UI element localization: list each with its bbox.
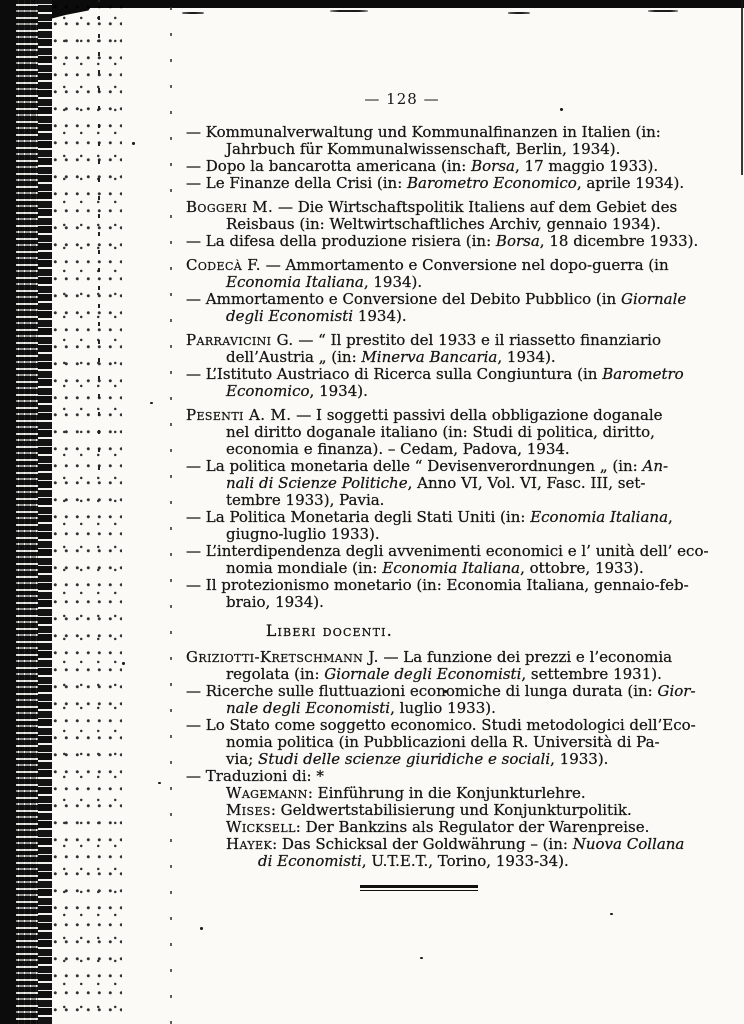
text-segment: , ottobre, 1933). bbox=[520, 559, 644, 577]
page-number: — 128 — bbox=[364, 90, 440, 108]
text-segment: , 1934). bbox=[309, 382, 368, 400]
bib-line bbox=[226, 216, 678, 233]
bib-line bbox=[226, 802, 678, 819]
bib-line bbox=[186, 649, 678, 666]
section-heading: Liberi docenti. bbox=[266, 622, 393, 640]
text-segment: — L’Istituto Austriaco di Ricerca sulla Congiuntura (in bbox=[186, 365, 603, 383]
bib-entry bbox=[186, 290, 687, 325]
text-segment: nel diritto doganale italiano (in: Studi di politica, diritto, bbox=[226, 423, 655, 441]
text-segment: : Das Schicksal der Goldwährung – (in: bbox=[272, 835, 573, 853]
text-segment: — Ricerche sulle fluttuazioni economiche di lunga durata (in: bbox=[186, 682, 658, 700]
text-segment: , 18 dicembre 1933). bbox=[539, 232, 699, 250]
noise-speck bbox=[200, 927, 203, 930]
text-segment: nomia politica (in Pubblicazioni della R. Università di Pa- bbox=[226, 733, 660, 751]
bib-line bbox=[226, 785, 678, 802]
noise-speck bbox=[122, 662, 125, 665]
text-segment: dell’Austria „ (in: bbox=[226, 348, 362, 366]
bib-line bbox=[186, 257, 678, 274]
text-segment: Economico bbox=[226, 382, 310, 400]
bib-entry bbox=[186, 576, 689, 611]
text-segment: nale degli Economisti bbox=[226, 699, 391, 717]
bib-line bbox=[258, 853, 678, 870]
bib-line bbox=[186, 158, 678, 175]
text-segment: economia e finanza). – Cedam, Padova, 1934. bbox=[226, 440, 570, 458]
text-segment: , settembre 1931). bbox=[521, 665, 662, 683]
bib-line bbox=[226, 734, 678, 751]
text-segment: — La difesa della produzione risiera (in: bbox=[186, 232, 496, 250]
text-segment: — Lo Stato come soggetto economico. Studi metodologici dell’Eco- bbox=[186, 716, 696, 734]
author-name: Griziotti-Kretschmann J. bbox=[186, 648, 379, 666]
text-segment: — Ammortamento e Conversione nel dopo-guerra (in bbox=[260, 256, 669, 274]
text-segment: Barometro bbox=[602, 365, 684, 383]
bib-entry bbox=[186, 785, 678, 802]
bib-line bbox=[186, 509, 678, 526]
binding-noise-speckle bbox=[52, 0, 122, 1024]
noise-speck bbox=[420, 957, 423, 959]
author-name: Parravicini G. bbox=[186, 331, 294, 349]
author-name: Codecà F. bbox=[186, 256, 261, 274]
bib-line bbox=[186, 407, 678, 424]
bib-entry bbox=[186, 458, 678, 509]
noise-speck bbox=[610, 913, 613, 915]
text-segment: , 1934). bbox=[363, 273, 423, 291]
text-segment: — La Politica Monetaria degli Stati Uniti (in: bbox=[186, 508, 531, 526]
bib-line bbox=[226, 700, 678, 717]
text-segment: via; bbox=[226, 750, 259, 768]
bib-line bbox=[226, 308, 678, 325]
bib-line bbox=[186, 576, 689, 594]
bib-line bbox=[226, 274, 678, 291]
text-segment: 1934). bbox=[353, 307, 407, 325]
noise-speck bbox=[158, 782, 161, 784]
noise-speck bbox=[648, 10, 678, 12]
text-segment: Reisbaus (in: Weltwirtschaftliches Archiv, gennaio 1934). bbox=[226, 215, 661, 233]
bib-entry bbox=[186, 332, 678, 366]
bib-line bbox=[226, 560, 678, 577]
bib-entry bbox=[186, 542, 709, 577]
bib-line bbox=[186, 290, 687, 308]
author-name: Wagemann bbox=[226, 784, 308, 802]
bib-line bbox=[186, 174, 685, 192]
bib-line bbox=[186, 365, 684, 383]
noise-speck bbox=[330, 10, 368, 12]
text-segment: — Ammortamento e Conversione del Debito Pubblico (in bbox=[186, 290, 621, 308]
author-name: Hayek bbox=[226, 835, 273, 853]
scan-dotted-line bbox=[98, 0, 100, 470]
text-segment: , 1933). bbox=[550, 750, 609, 768]
text-segment: Economia Italiana bbox=[530, 508, 669, 526]
scan-dotted-line bbox=[170, 0, 172, 1024]
bib-line bbox=[186, 768, 678, 785]
bib-line bbox=[186, 716, 696, 734]
text-segment: Borsa bbox=[495, 232, 540, 250]
text-segment: Borsa bbox=[471, 157, 515, 175]
text-segment: Nuova Collana bbox=[572, 835, 685, 853]
bib-group bbox=[186, 331, 684, 400]
scan-right-edge-line bbox=[741, 0, 743, 175]
bib-group bbox=[186, 406, 709, 611]
text-column bbox=[186, 90, 709, 891]
bib-line bbox=[186, 682, 696, 700]
binding-shadow-bar bbox=[38, 0, 52, 1024]
text-segment: Minerva Bancaria bbox=[361, 348, 498, 366]
text-segment: — “ Il prestito del 1933 e il riassetto finanziario bbox=[293, 331, 662, 349]
bib-entry bbox=[186, 257, 678, 291]
bib-line bbox=[186, 199, 678, 216]
text-segment: — Il protezionismo monetario (in: Economia Italiana, gennaio-feb- bbox=[186, 576, 689, 594]
text-segment: Studi delle scienze giuridiche e sociali bbox=[258, 750, 551, 768]
bib-entry bbox=[186, 407, 678, 458]
author-name: Pesenti A. M. bbox=[186, 406, 292, 424]
bib-line bbox=[226, 666, 678, 683]
text-segment: , Anno VI, Vol. VI, Fasc. III, set- bbox=[407, 474, 646, 492]
text-segment: — L’interdipendenza degli avvenimenti economici e l’ unità dell’ eco- bbox=[186, 542, 709, 560]
text-segment: nomia mondiale (in: bbox=[226, 559, 383, 577]
text-segment: Giornale degli Economisti bbox=[324, 665, 522, 683]
text-segment: Gior- bbox=[657, 682, 696, 700]
text-segment: Barometro Economico bbox=[407, 174, 577, 192]
author-name: Boggeri M. bbox=[186, 198, 274, 216]
noise-speck bbox=[132, 142, 135, 145]
bib-line bbox=[186, 124, 678, 141]
text-segment: , 17 maggio 1933). bbox=[515, 157, 659, 175]
text-segment: Giornale bbox=[620, 290, 687, 308]
binding-shadow-core bbox=[0, 0, 16, 1024]
bib-entry bbox=[186, 716, 696, 768]
binding-shadow-band bbox=[16, 0, 38, 1024]
bibliography-blocks bbox=[186, 123, 709, 870]
text-segment: , U.T.E.T., Torino, 1933-34). bbox=[361, 852, 569, 870]
bib-line bbox=[226, 492, 678, 509]
bib-entry bbox=[186, 819, 678, 836]
text-segment: An- bbox=[642, 457, 669, 475]
text-segment: , aprile 1934). bbox=[576, 174, 685, 192]
text-segment: — Dopo la bancarotta americana (in: bbox=[186, 157, 472, 175]
text-segment: — Die Wirtschaftspolitik Italiens auf dem Gebiet des bbox=[273, 198, 678, 216]
bib-entry bbox=[186, 174, 685, 192]
text-segment: — Kommunalverwaltung und Kommunalfinanzen in Italien (in: bbox=[186, 123, 661, 141]
bib-entry bbox=[186, 124, 678, 158]
noise-speck bbox=[150, 402, 153, 404]
noise-speck bbox=[508, 12, 530, 14]
text-segment: Jahrbuch für Kommunalwissenschaft, Berlin, 1934). bbox=[226, 140, 621, 158]
bib-line bbox=[226, 526, 678, 543]
text-segment: — Traduzioni di: * bbox=[186, 767, 324, 785]
text-segment: — I soggetti passivi della obbligazione doganale bbox=[291, 406, 663, 424]
bib-line bbox=[186, 232, 699, 250]
end-of-section-rule bbox=[360, 885, 478, 891]
noise-speck bbox=[182, 12, 204, 14]
bib-line bbox=[186, 458, 678, 475]
author-name: Mises bbox=[226, 801, 271, 819]
bib-line bbox=[226, 751, 678, 768]
text-segment: braio, 1934). bbox=[226, 593, 324, 611]
bib-entry bbox=[186, 802, 678, 819]
bib-line bbox=[226, 441, 678, 458]
bib-line bbox=[226, 424, 678, 441]
text-segment: : Einführung in die Konjunkturlehre. bbox=[307, 784, 586, 802]
text-segment: Economia Italiana bbox=[382, 559, 521, 577]
author-name: Wicksell bbox=[226, 818, 296, 836]
text-segment: : Der Bankzins als Regulator der Warenpreise. bbox=[295, 818, 650, 836]
bib-line bbox=[226, 835, 685, 853]
bib-entry bbox=[186, 199, 678, 233]
text-segment: — La funzione dei prezzi e l’economia bbox=[378, 648, 673, 666]
bib-line bbox=[186, 542, 709, 560]
bib-line bbox=[226, 383, 678, 400]
text-segment: di Economisti bbox=[258, 852, 362, 870]
bib-line bbox=[226, 819, 678, 836]
bib-entry bbox=[186, 365, 684, 400]
text-segment: regolata (in: bbox=[226, 665, 325, 683]
text-segment: : Geldwertstabilisierung und Konjunkturpolitik. bbox=[270, 801, 632, 819]
bib-group bbox=[186, 256, 687, 325]
bib-line bbox=[226, 349, 678, 366]
text-segment: , luglio 1933). bbox=[390, 699, 496, 717]
text-segment: — Le Finanze della Crisi (in: bbox=[186, 174, 408, 192]
bib-line bbox=[226, 141, 678, 158]
text-segment: — La politica monetaria delle “ Devisenverordnungen „ (in: bbox=[186, 457, 643, 475]
text-segment: Economia Italiana bbox=[226, 273, 364, 291]
bib-line bbox=[186, 332, 678, 349]
bib-entry bbox=[186, 768, 678, 785]
bib-line bbox=[226, 594, 678, 611]
bib-entry bbox=[186, 158, 678, 175]
bib-entry bbox=[186, 682, 696, 717]
text-segment: tembre 1933), Pavia. bbox=[226, 491, 385, 509]
bib-entry bbox=[186, 649, 678, 683]
text-segment: , bbox=[668, 508, 673, 526]
bib-line bbox=[226, 475, 678, 492]
text-segment: giugno-luglio 1933). bbox=[226, 525, 380, 543]
bib-group bbox=[186, 648, 696, 870]
text-segment: nali di Scienze Politiche bbox=[226, 474, 408, 492]
bib-group bbox=[186, 123, 685, 192]
bib-entry bbox=[186, 509, 678, 543]
bib-group bbox=[186, 198, 699, 250]
text-segment: , 1934). bbox=[497, 348, 556, 366]
bib-entry bbox=[186, 835, 685, 870]
text-segment: degli Economisti bbox=[226, 307, 354, 325]
bib-entry bbox=[186, 232, 699, 250]
